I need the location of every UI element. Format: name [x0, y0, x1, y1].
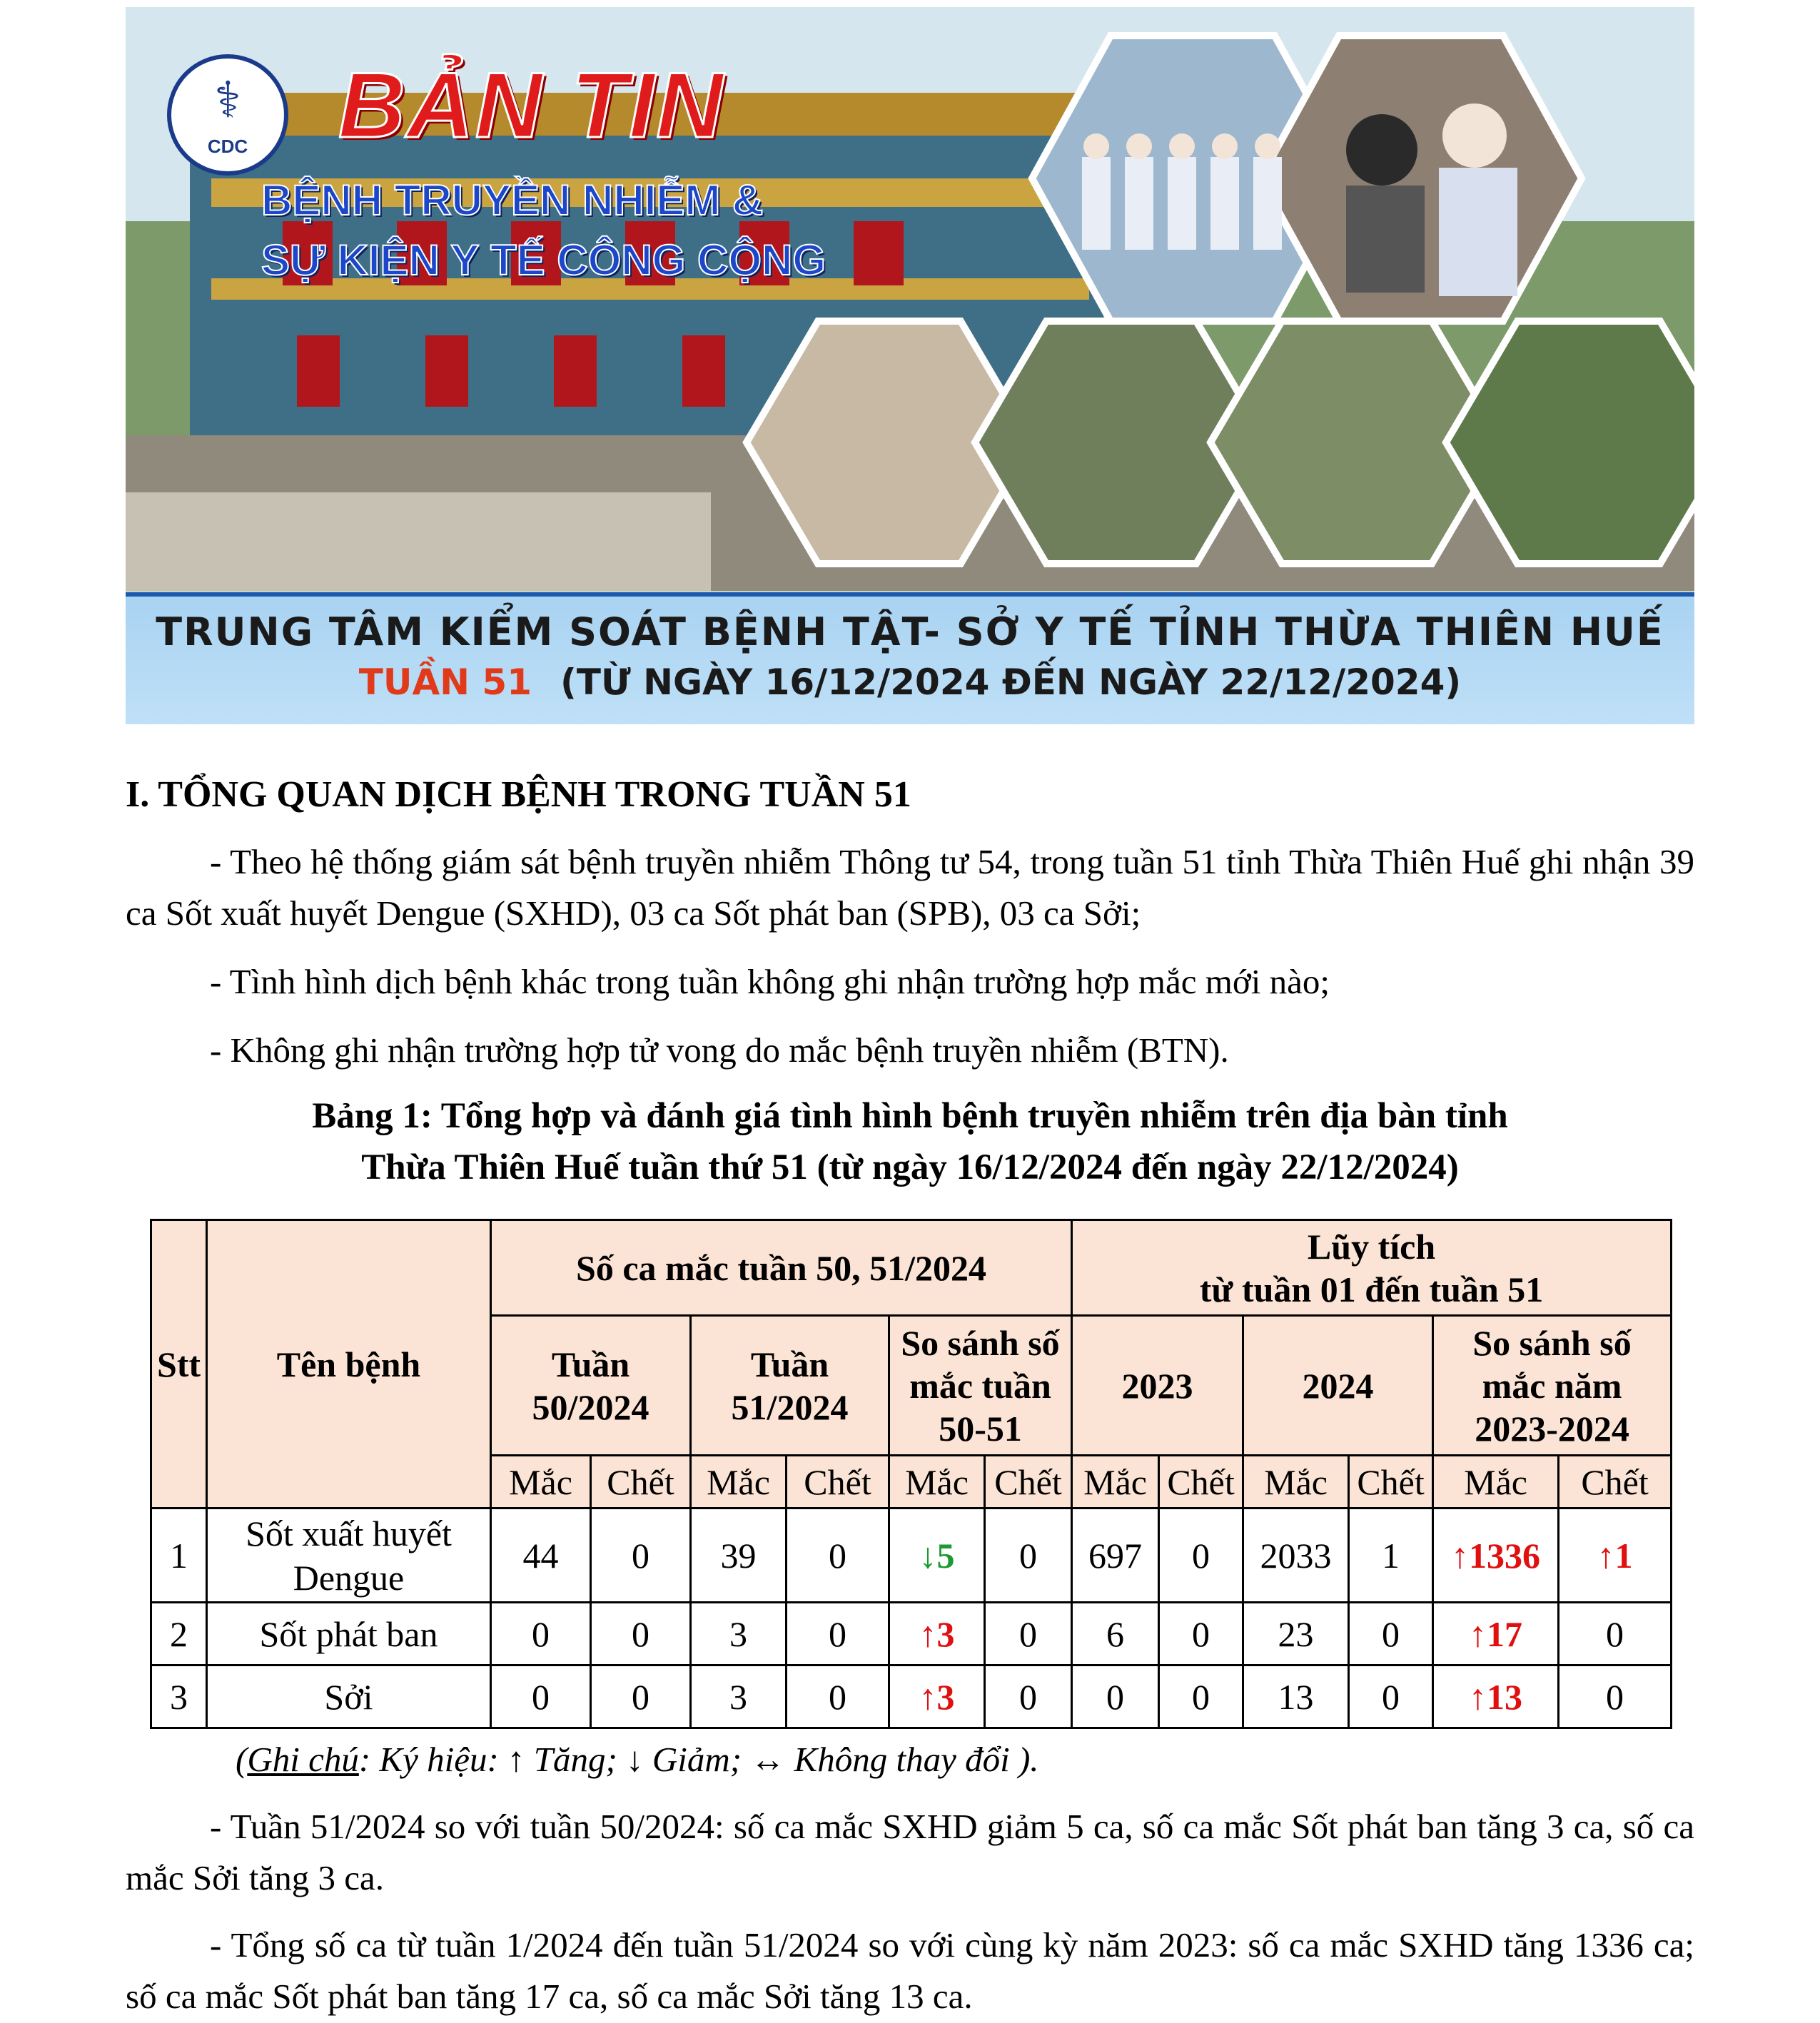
cell-compare-week-chet: 0: [985, 1603, 1072, 1665]
week-label: TUẦN 51: [358, 661, 532, 703]
header-cumulative: [1072, 1220, 1672, 1316]
cell-2023-mac: 697: [1072, 1509, 1159, 1603]
caduceus-icon: ⚕: [214, 73, 241, 128]
bulletin-subtitle-line1: BỆNH TRUYỀN NHIỄM &: [261, 176, 764, 224]
table-caption-line1: Bảng 1: Tổng hợp và đánh giá tình hình bệnh truyền nhiễm trên địa bàn tỉnh: [312, 1096, 1508, 1136]
bulletin-title: BẢN TIN: [338, 53, 725, 157]
cell-compare-week-mac: ↑3: [889, 1603, 985, 1665]
cell-stt: 1: [151, 1509, 207, 1603]
table-note: [236, 1734, 1039, 1785]
bulletin-subtitle-line2: SỰ KIỆN Y TẾ CÔNG CỘNG: [261, 236, 826, 284]
header-compare-week: [889, 1316, 1072, 1456]
header-text: Tuần: [750, 1344, 829, 1384]
cell-disease-name: Sởi: [207, 1665, 491, 1728]
header-mac: Mắc: [1072, 1456, 1159, 1509]
disease-name-line2: Dengue: [293, 1557, 405, 1598]
header-2024: 2024: [1243, 1316, 1433, 1456]
disease-summary-table: [150, 1219, 1672, 1729]
cell-disease-name: [207, 1509, 491, 1603]
paragraph-text: - Tuần 51/2024 so với tuần 50/2024: số ca mắc SXHD giảm 5 ca, số ca mắc Sốt phát ban tăng 3 ca, số ca mắc Sởi tăng 3 ca.: [126, 1807, 1694, 1897]
header-cumulative-line2: từ tuần 01 đến tuần 51: [1199, 1269, 1544, 1309]
header-week-50: [491, 1316, 691, 1456]
table-row: [151, 1509, 1672, 1603]
header-compare-year: [1433, 1316, 1672, 1456]
header-text: 2023-2024: [1475, 1408, 1629, 1449]
header-stt: Stt: [151, 1220, 207, 1509]
paragraph-text: - Tình hình dịch bệnh khác trong tuần không ghi nhận trường hợp mắc mới nào;: [210, 962, 1330, 1001]
cell-w50-mac: 0: [491, 1665, 591, 1728]
disease-name-line1: Sốt xuất huyết: [246, 1513, 452, 1553]
header-text: 50-51: [939, 1408, 1022, 1449]
cell-w51-chet: 0: [787, 1665, 889, 1728]
table-row: [151, 1603, 1672, 1665]
paragraph-weekly-comparison: [126, 1801, 1694, 1904]
cell-2024-mac: 23: [1243, 1603, 1349, 1665]
table-header-row-1: [151, 1220, 1672, 1316]
week-line: [126, 662, 1694, 702]
paragraph-yearly-comparison: [126, 1920, 1694, 2022]
note-open-paren: (: [236, 1740, 248, 1779]
header-text: Tuần: [551, 1344, 630, 1384]
header-week-51: [691, 1316, 889, 1456]
header-mac: Mắc: [1243, 1456, 1349, 1509]
header-text: So sánh số: [901, 1322, 1060, 1363]
paragraph-surveillance: [126, 836, 1694, 939]
cell-2023-chet: 0: [1159, 1665, 1243, 1728]
header-chet: Chết: [1159, 1456, 1243, 1509]
header-cumulative-line1: Lũy tích: [1307, 1226, 1436, 1267]
cell-compare-year-mac: ↑13: [1433, 1665, 1559, 1728]
table-row: [151, 1665, 1672, 1728]
cell-2024-chet: 0: [1349, 1603, 1433, 1665]
header-text: 51/2024: [731, 1386, 849, 1427]
cell-w51-chet: 0: [787, 1509, 889, 1603]
table-caption: [126, 1090, 1694, 1193]
paragraph-deaths: [126, 1025, 1694, 1076]
cell-compare-week-chet: 0: [985, 1665, 1072, 1728]
header-chet: Chết: [985, 1456, 1072, 1509]
cell-2024-chet: 1: [1349, 1509, 1433, 1603]
cell-compare-week-chet: 0: [985, 1509, 1072, 1603]
cell-2024-mac: 13: [1243, 1665, 1349, 1728]
cell-2023-mac: 6: [1072, 1603, 1159, 1665]
cell-2023-mac: 0: [1072, 1665, 1159, 1728]
header-chet: Chết: [1559, 1456, 1672, 1509]
note-text: : Ký hiệu: ↑ Tăng; ↓ Giảm; ↔ Không thay đổi ).: [358, 1740, 1039, 1779]
date-range: (TỪ NGÀY 16/12/2024 ĐẾN NGÀY 22/12/2024): [560, 661, 1462, 703]
cell-w50-mac: 0: [491, 1603, 591, 1665]
header-chet: Chết: [1349, 1456, 1433, 1509]
cell-w51-mac: 39: [691, 1509, 787, 1603]
cell-compare-week-mac: ↓5: [889, 1509, 985, 1603]
organization-name: TRUNG TÂM KIỂM SOÁT BỆNH TẬT- SỞ Y TẾ TỈNH THỪA THIÊN HUẾ: [156, 609, 1664, 654]
cell-w51-mac: 3: [691, 1603, 787, 1665]
cell-2024-chet: 0: [1349, 1665, 1433, 1728]
section-heading: I. TỔNG QUAN DỊCH BỆNH TRONG TUẦN 51: [126, 774, 911, 815]
header-chet: Chết: [787, 1456, 889, 1509]
cell-w51-mac: 3: [691, 1665, 787, 1728]
header-mac: Mắc: [889, 1456, 985, 1509]
header-weekly-cases: Số ca mắc tuần 50, 51/2024: [491, 1220, 1072, 1316]
header-text: So sánh số: [1472, 1322, 1632, 1363]
table-caption-line2: Thừa Thiên Huế tuần thứ 51 (từ ngày 16/12/2024 đến ngày 22/12/2024): [361, 1147, 1459, 1187]
cell-2023-chet: 0: [1159, 1603, 1243, 1665]
cell-compare-year-mac: ↑17: [1433, 1603, 1559, 1665]
cell-w50-chet: 0: [591, 1665, 691, 1728]
cell-w50-chet: 0: [591, 1509, 691, 1603]
banner-band: [126, 592, 1694, 724]
header-2023: 2023: [1072, 1316, 1243, 1456]
paragraph-text: - Tổng số ca từ tuần 1/2024 đến tuần 51/2024 so với cùng kỳ năm 2023: số ca mắc SXHD tăng 1336 ca; số ca mắc Sốt phát ban tăng 17 ca, số ca mắc Sởi tăng 13 ca.: [126, 1925, 1694, 2016]
header-mac: Mắc: [491, 1456, 591, 1509]
cell-w51-chet: 0: [787, 1603, 889, 1665]
paragraph-other-diseases: [126, 956, 1694, 1008]
header-disease-name: Tên bệnh: [207, 1220, 491, 1509]
cell-disease-name: Sốt phát ban: [207, 1603, 491, 1665]
header-text: mắc năm: [1482, 1365, 1622, 1406]
header-text: 50/2024: [532, 1386, 649, 1427]
cell-stt: 3: [151, 1665, 207, 1728]
header-mac: Mắc: [691, 1456, 787, 1509]
cell-compare-year-mac: ↑1336: [1433, 1509, 1559, 1603]
cell-w50-chet: 0: [591, 1603, 691, 1665]
cell-w50-mac: 44: [491, 1509, 591, 1603]
paragraph-text: - Theo hệ thống giám sát bệnh truyền nhiễm Thông tư 54, trong tuần 51 tỉnh Thừa Thiên Huế ghi nhận 39 ca Sốt xuất huyết Dengue (SXHD), 03 ca Sốt phát ban (SPB), 03 ca Sởi;: [126, 842, 1694, 933]
cell-2023-chet: 0: [1159, 1509, 1243, 1603]
logo-text: CDC: [207, 136, 248, 157]
header-mac: Mắc: [1433, 1456, 1559, 1509]
header-chet: Chết: [591, 1456, 691, 1509]
cell-2024-mac: 2033: [1243, 1509, 1349, 1603]
cell-compare-week-mac: ↑3: [889, 1665, 985, 1728]
paragraph-text: - Không ghi nhận trường hợp tử vong do mắc bệnh truyền nhiễm (BTN).: [210, 1030, 1229, 1070]
cell-compare-year-chet: 0: [1559, 1603, 1672, 1665]
cell-compare-year-chet: ↑1: [1559, 1509, 1672, 1603]
note-label: Ghi chú: [247, 1740, 359, 1779]
cdc-logo: [167, 54, 288, 176]
cell-stt: 2: [151, 1603, 207, 1665]
header-text: mắc tuần: [909, 1365, 1051, 1406]
bulletin-banner: [126, 7, 1694, 724]
cell-compare-year-chet: 0: [1559, 1665, 1672, 1728]
